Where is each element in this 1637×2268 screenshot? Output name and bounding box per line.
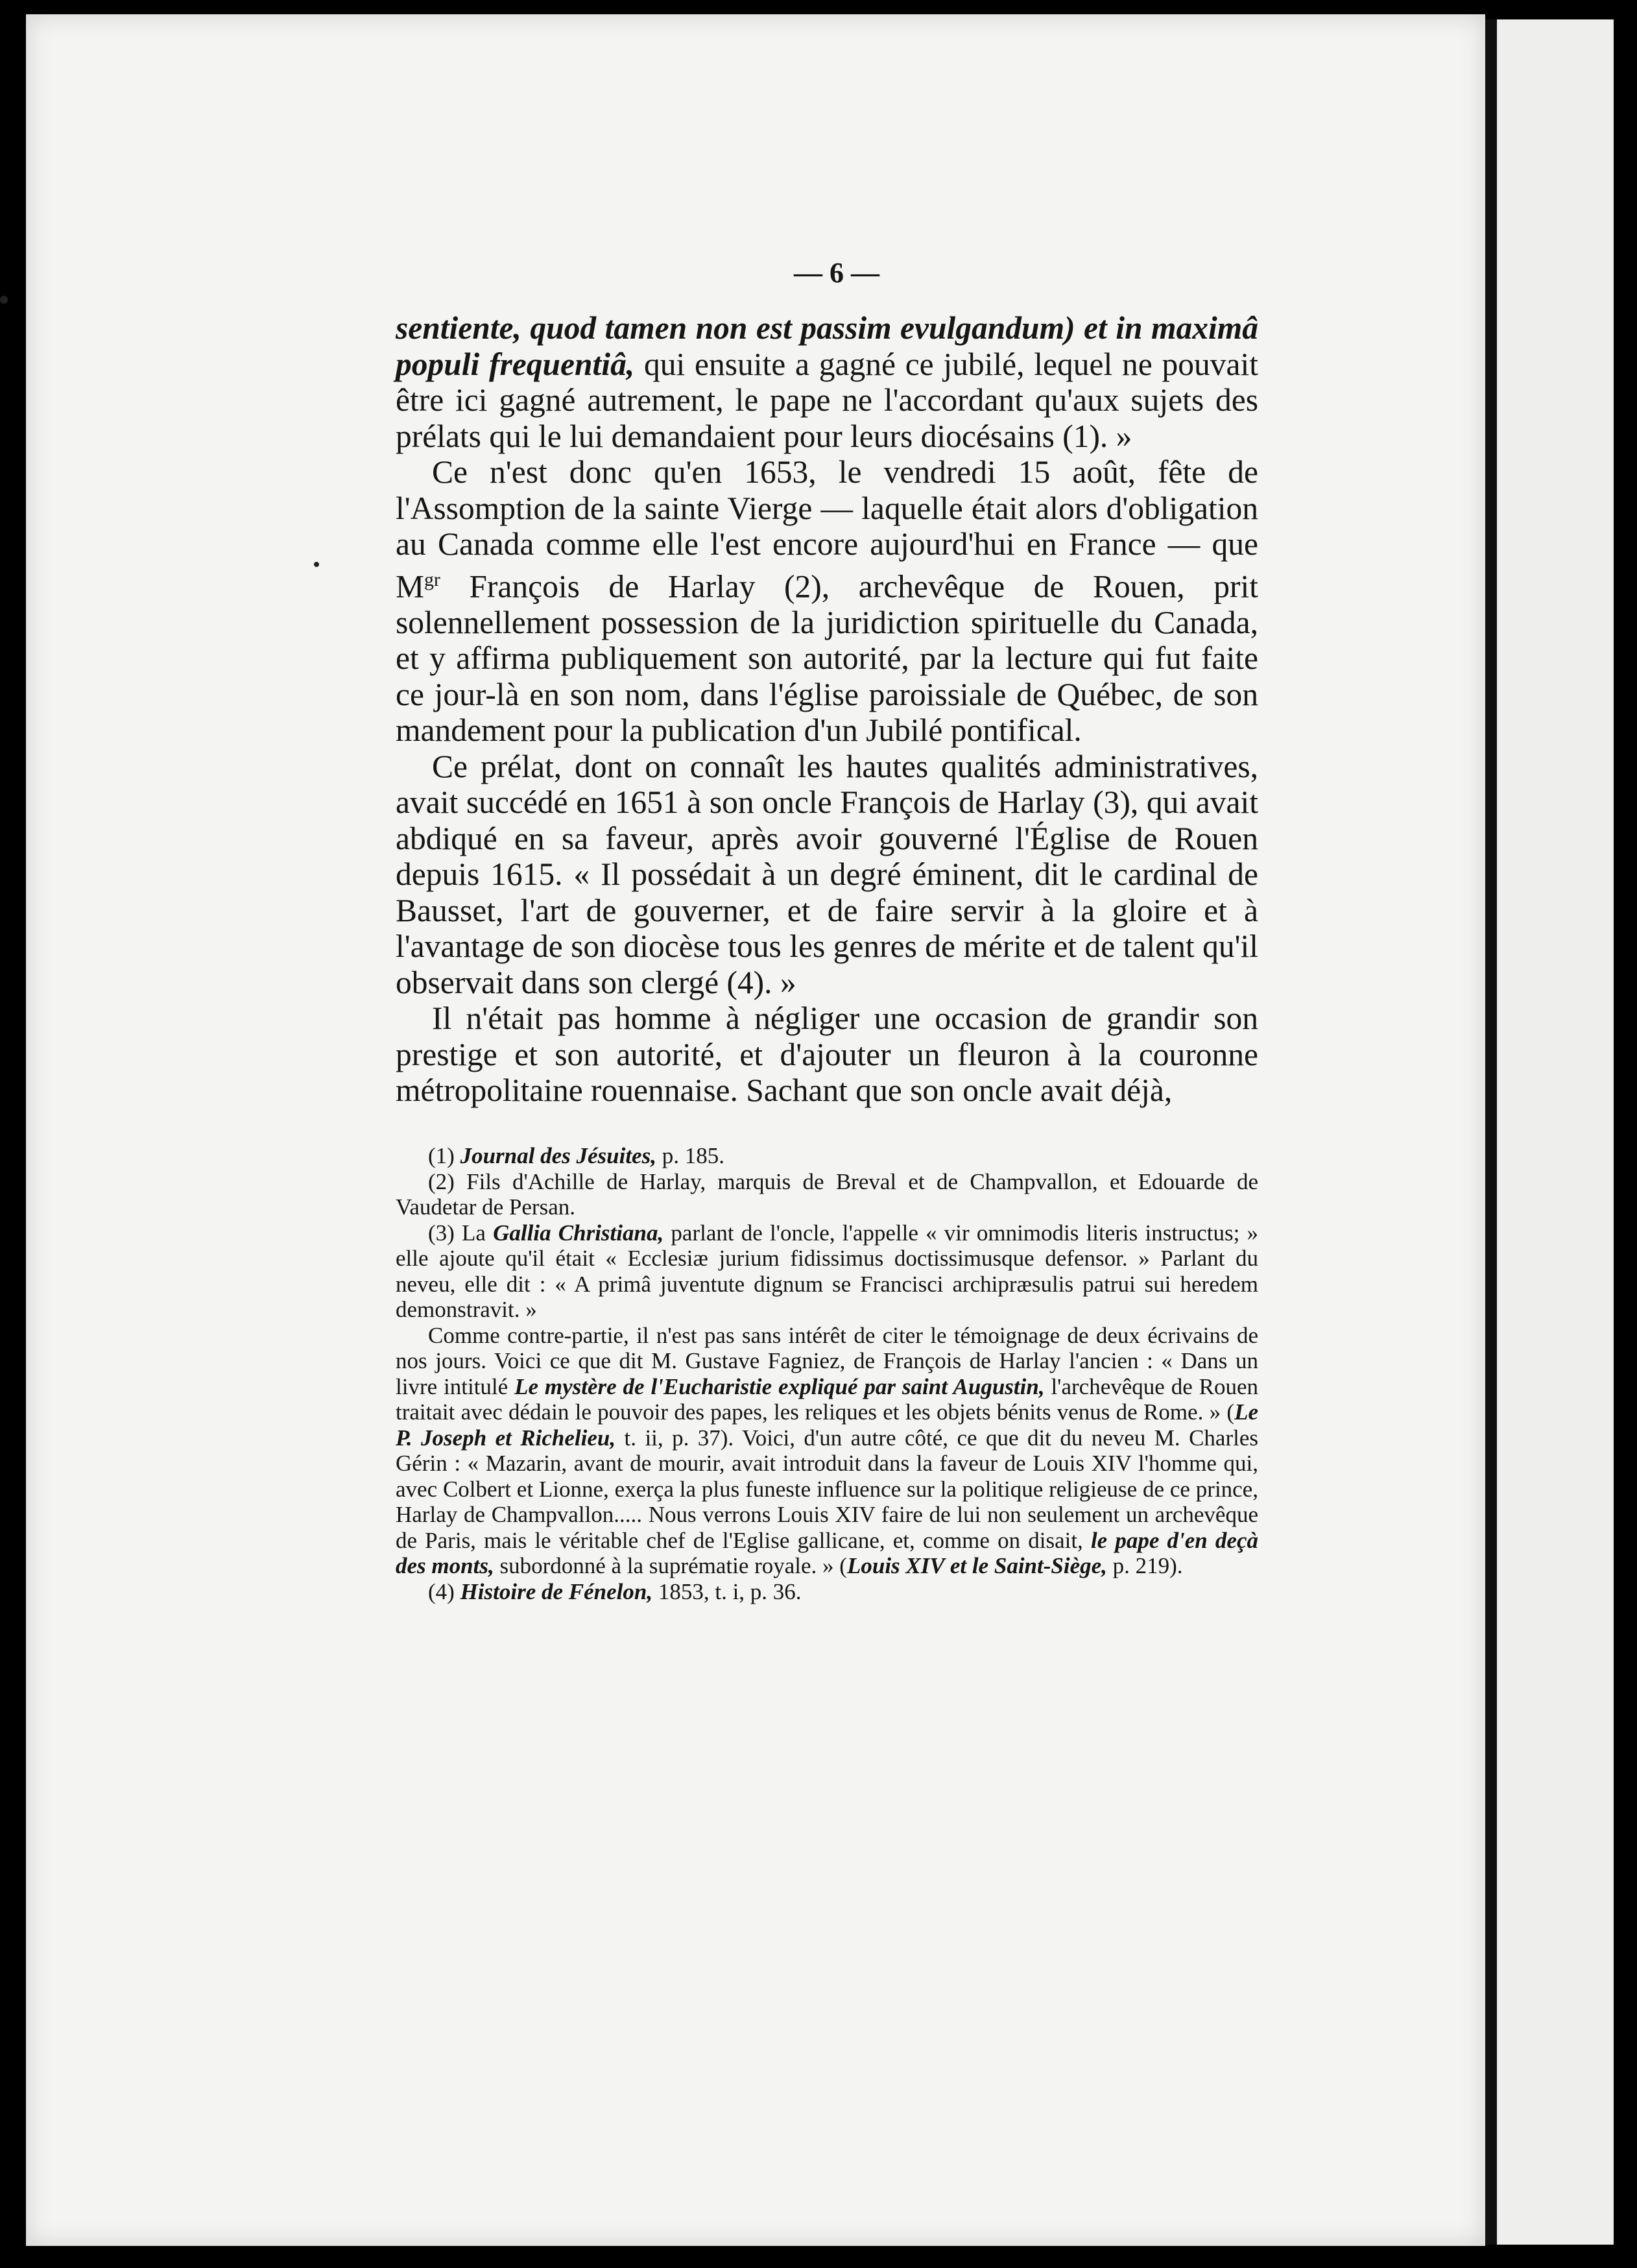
footnote [396, 1220, 1258, 1323]
paragraph-text: François de Harlay (2), archevêque de Rouen, prit solennellement possession de la juridiction spirituelle du Canada, et y affirma publiquement son autorité, par la lecture qui fut faite ce jour-là en son nom, dans l'église paroissiale de Québec, de son mandement pour la publication d'un Jubilé pontifical. [396, 568, 1258, 748]
footnote-text: t. ii, p. 37). Voici, d'un autre côté, ce que dit du neveu M. Charles Gérin : « Mazarin, avant de mourir, avait introduit dans la faveur de Louis XIV l'homme qui, avec Colbert et Lionne, exerça la plus funeste influence sur la politique religieuse de ce prince, Harlay de Champvallon..... Nous verrons Louis XIV faire de lui non seulement un archevêque de Paris, mais le véritable chef de l'Eglise gallicane, et, comme on disait, [396, 1425, 1258, 1553]
paragraph [396, 310, 1258, 454]
footnote-title: le pape d'en deçà des monts, [396, 1527, 1258, 1578]
footnote-number: (1) [428, 1143, 460, 1168]
paragraph: Il n'était pas homme à négliger une occasion de grandir son prestige et son autorité, et d'ajouter un fleuron à la couronne métropolitaine rouennaise. Sachant que son oncle avait déjà, [396, 1000, 1258, 1108]
scan-speck [314, 562, 319, 567]
footnote-number: (3) La [428, 1220, 494, 1246]
paragraph [396, 454, 1258, 749]
footnote-title: Journal des Jésuites, [460, 1143, 656, 1168]
body-text [396, 310, 1258, 1109]
footnote: (2) Fils d'Achille de Harlay, marquis de Breval et de Champvallon, et Edouarde de Vaudetar de Persan. [396, 1168, 1258, 1220]
facing-page-edge [1485, 19, 1614, 2245]
latin-quote: sentiente, quod tamen non est passim evulgandum) et in maximâ populi frequentiâ, [396, 310, 1258, 382]
footnote-text: p. 185. [656, 1143, 724, 1168]
paragraph-text: Ce n'est donc qu'en 1653, le vendredi 15 août, fête de l'Assomption de la sainte Vierge — laquelle était alors d'obligation au Canada comme elle l'est encore aujourd'hui en France — que M [396, 454, 1258, 604]
footnote-text: l'archevêque de Rouen traitait avec dédain le pouvoir des papes, les reliques et les objets bénits venus de Rome. » ( [396, 1373, 1258, 1425]
footnote [396, 1143, 1258, 1169]
paragraph-text: qui ensuite a gagné ce jubilé, lequel ne pouvait être ici gagné autrement, le pape ne l'accordant qu'aux sujets des prélats qui le lui demandaient pour leurs diocésains (1). » [396, 346, 1259, 454]
footnote-number: (4) [428, 1578, 460, 1604]
scan-speck [0, 296, 8, 304]
footnote [396, 1579, 1258, 1605]
superscript: gr [424, 569, 440, 590]
footnote-text: parlant de l'oncle, l'appelle « vir omnimodis literis instructus; » elle ajoute qu'il était « Ecclesiæ jurium fidissimus doctissimusque defensor. » Parlant du neveu, elle dit : « A primâ juventute dignum se Francisci archipræsulis patrui sui heredem demonstravit. » [396, 1220, 1258, 1322]
footnote-title: Louis XIV et le Saint-Siège, [846, 1553, 1107, 1578]
footnote-text: Comme contre-partie, il n'est pas sans intérêt de citer le témoignage de deux écrivains de nos jours. Voici ce que dit M. Gustave Fagniez, de François de Harlay l'ancien : « Dans un livre intitulé [396, 1322, 1258, 1399]
footnotes [396, 1143, 1258, 1604]
footnote-text: 1853, t. i, p. 36. [652, 1578, 802, 1604]
paragraph: Ce prélat, dont on connaît les hautes qualités administratives, avait succédé en 1651 à son oncle François de Harlay (3), qui avait abdiqué en sa faveur, après avoir gouverné l'Église de Rouen depuis 1615. « Il possédait à un degré éminent, dit le cardinal de Bausset, l'art de gouverner, et de faire servir à la gloire et à l'avantage de son diocèse tous les genres de mérite et de talent qu'il observait dans son clergé (4). » [396, 748, 1258, 1000]
footnote-title: Le mystère de l'Eucharistie expliqué par saint Augustin, [514, 1373, 1045, 1399]
footnote-title: Le P. Joseph et Richelieu, [396, 1399, 1258, 1451]
scan-border [0, 2246, 1637, 2268]
footnote-title: Gallia Christiana, [493, 1220, 664, 1246]
footnote-text: subordonné à la suprématie royale. » ( [494, 1553, 847, 1578]
footnote-text: p. 219). [1106, 1553, 1183, 1578]
page-number: — 6 — [794, 257, 879, 289]
footnote [396, 1323, 1258, 1579]
footnote-title: Histoire de Fénelon, [460, 1578, 653, 1604]
